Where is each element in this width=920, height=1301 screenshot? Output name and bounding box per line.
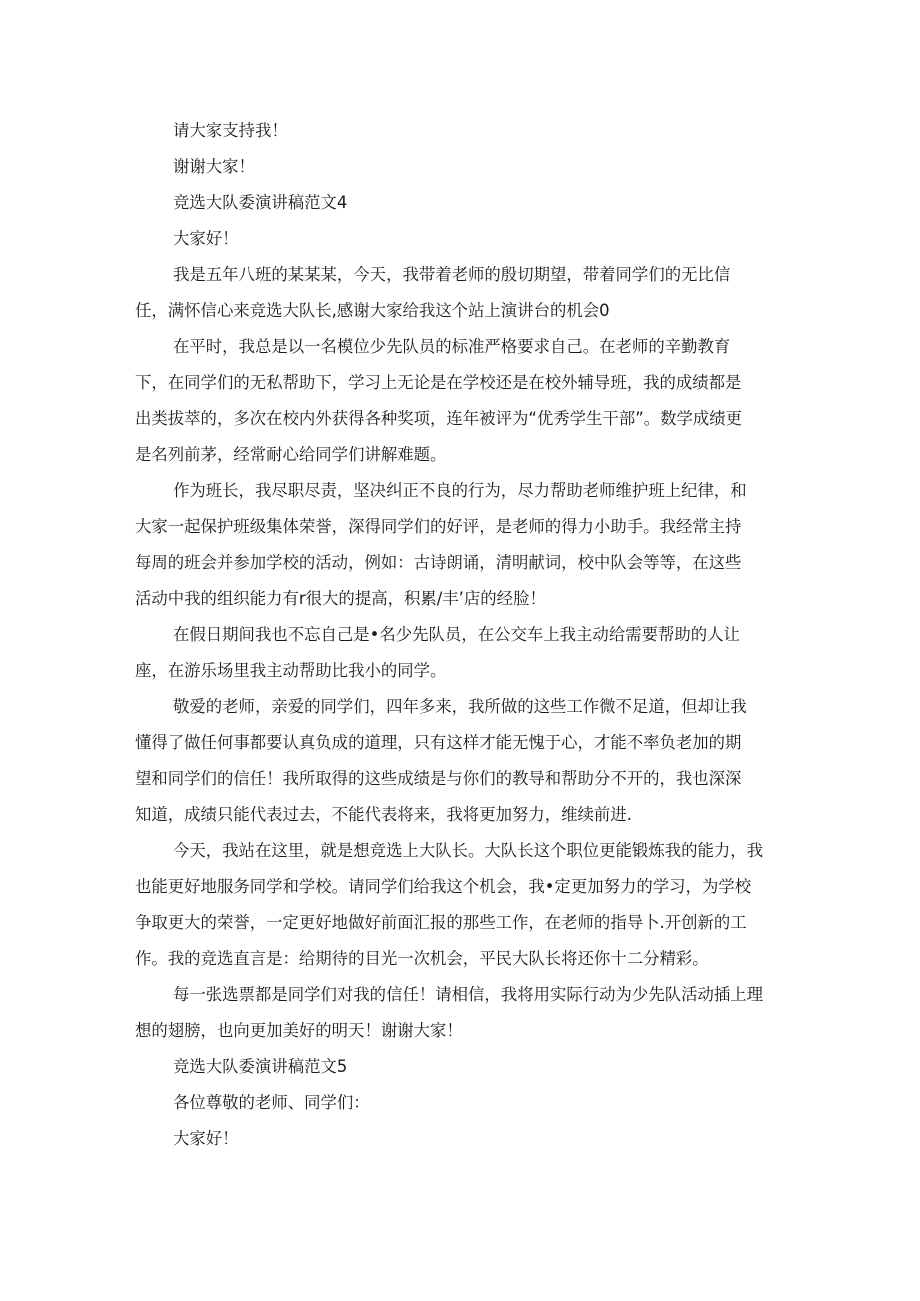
text-line: 作。我的竞选直言是：给期待的目光一次机会，平民大队长将还你十二分精彩。 <box>135 949 709 968</box>
text-line: 今天，我站在这里，就是想竞选上大队长。大队长这个职位更能锻炼我的能力，我 <box>173 841 764 860</box>
text-line: 竞选大队委演讲稿范文5 <box>173 1057 348 1076</box>
text-line: 也能更好地服务同学和学校。请同学们给我这个机会，我•定更加努力的学习，为学校 <box>135 877 752 896</box>
text-line: 在假日期间我也不忘自己是•名少先队员，在公交车上我主动给需要帮助的人让 <box>173 625 740 644</box>
text-line: 是名列前茅，经常耐心给同学们讲解难题。 <box>135 445 447 464</box>
text-line: 懂得了做任何事都要认真负成的道理，只有这样才能无愧于心，才能不率负老加的期 <box>135 733 742 752</box>
text-line: 大家好！ <box>173 1129 239 1148</box>
text-line: 每一张选票都是同学们对我的信任！请相信，我将用实际行动为少先队活动插上理 <box>173 985 764 1004</box>
document-body <box>135 113 785 1157</box>
text-line: 每周的班会并参加学校的活动，例如：古诗朗诵，清明献词，校中队会等等，在这些 <box>135 553 742 572</box>
text-line: 在平时，我总是以一名模位少先队员的标准严格要求自己。在老师的辛勤教育 <box>173 337 731 356</box>
text-line: 知道，成绩只能代表过去，不能代表将来，我将更加努力，维续前进. <box>135 805 632 824</box>
text-line: 谢谢大家！ <box>173 157 255 176</box>
text-line: 请大家支持我！ <box>173 121 288 140</box>
text-line: 竞选大队委演讲稿范文4 <box>173 193 348 212</box>
text-line: 出类拔萃的，多次在校内外获得各种奖项，连年被评为“优秀学生干部”。数学成绩更 <box>135 409 743 428</box>
text-line: 大家一起保护班级集体荣誉，深得同学们的好评，是老师的得力小助手。我经常主持 <box>135 517 742 536</box>
text-line: 活动中我的组织能力有r很大的提高，积累/丰’店的经脸！ <box>135 589 546 608</box>
text-line: 争取更大的荣誉，一定更好地做好前面汇报的那些工作，在老师的指导卜.开创新的工 <box>135 913 747 932</box>
text-line: 望和同学们的信任！我所取得的这些成绩是与你们的教导和帮助分不开的，我也深深 <box>135 769 742 788</box>
text-line: 下，在同学们的无私帮助下，学习上无论是在学校还是在校外辅导班，我的成绩都是 <box>135 373 742 392</box>
text-line: 我是五年八班的某某某，今天，我带着老师的殷切期望，带着同学们的无比信 <box>173 265 731 284</box>
text-line: 作为班长，我尽职尽责，坚决纠正不良的行为，尽力帮助老师维护班上纪律，和 <box>173 481 747 500</box>
text-line: 想的翅膀，也向更加美好的明天！谢谢大家！ <box>135 1021 463 1040</box>
text-line: 座，在游乐场里我主动帮助比我小的同学。 <box>135 661 447 680</box>
text-line: 敬爱的老师，亲爱的同学们，四年多来，我所做的这些工作微不足道，但却让我 <box>173 697 747 716</box>
text-line: 各位尊敬的老师、同学们： <box>173 1093 370 1112</box>
text-line: 大家好！ <box>173 229 239 248</box>
text-line: 任，满怀信心来竞选大队长,感谢大家给我这个站上演讲台的机会0 <box>135 301 610 320</box>
